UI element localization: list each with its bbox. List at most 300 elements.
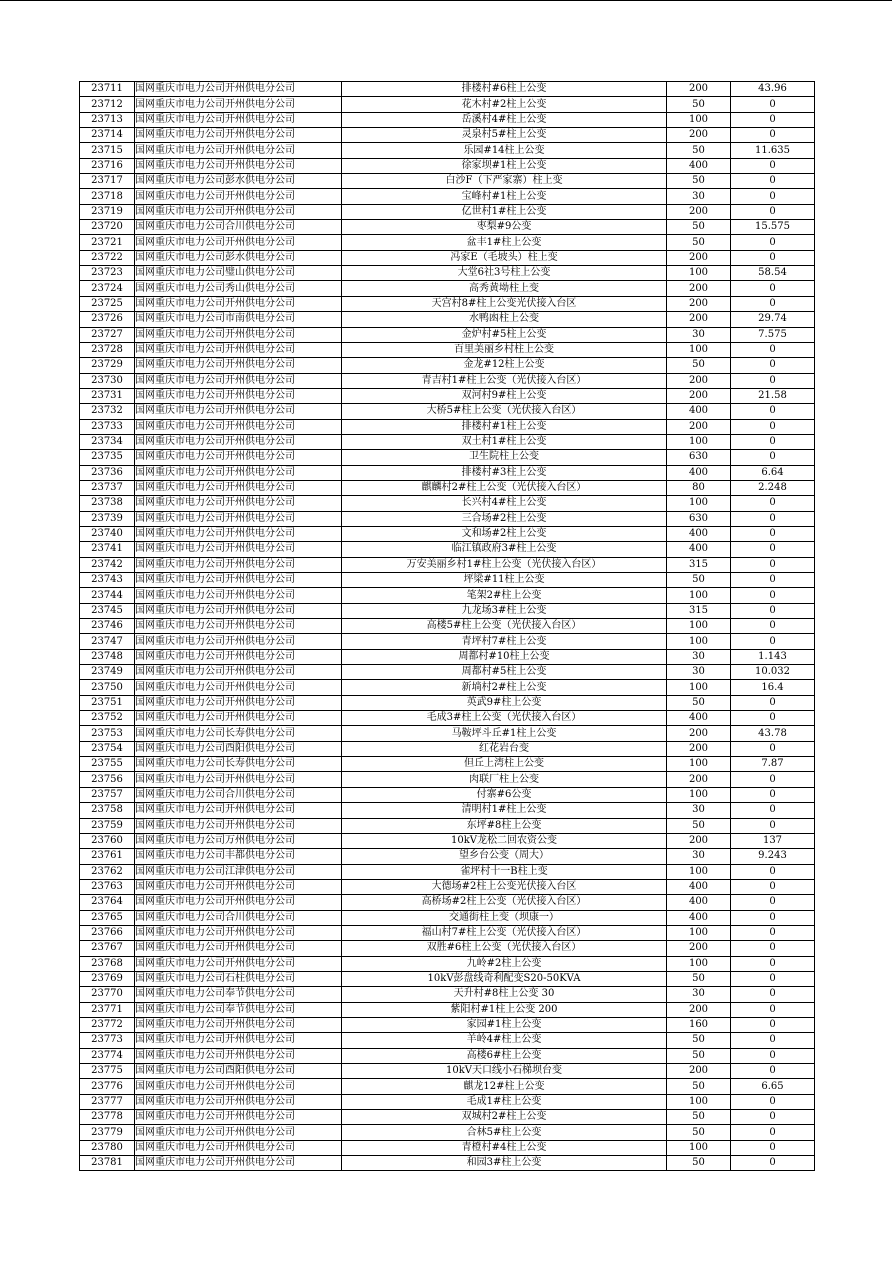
company-cell: 国网重庆市电力公司开州供电分公司 [135,680,342,695]
table-row [80,864,815,879]
value-cell: 58.54 [731,266,815,281]
value-cell: 0 [731,910,815,925]
table-row [80,1156,815,1171]
table-row [80,895,815,910]
row-id-cell: 23764 [80,895,135,910]
transformer-name-cell: 排楼村#3柱上公变 [342,465,667,480]
transformer-name-cell: 高桥场#2柱上公变（光伏接入台区） [342,895,667,910]
row-id-cell: 23768 [80,956,135,971]
capacity-cell: 30 [667,987,731,1002]
transformer-name-cell: 水鸭凼柱上公变 [342,312,667,327]
company-cell: 国网重庆市电力公司开州供电分公司 [135,434,342,449]
table-row [80,143,815,158]
transformer-name-cell: 周都村#10柱上公变 [342,649,667,664]
transformer-name-cell: 毛成3#柱上公变（光伏接入台区） [342,711,667,726]
value-cell: 7.575 [731,327,815,342]
value-cell: 1.143 [731,649,815,664]
table-row [80,910,815,925]
capacity-cell: 80 [667,480,731,495]
row-id-cell: 23724 [80,281,135,296]
capacity-cell: 30 [667,803,731,818]
transformer-name-cell: 和园3#柱上公变 [342,1156,667,1171]
capacity-cell: 30 [667,189,731,204]
row-id-cell: 23738 [80,496,135,511]
transformer-name-cell: 双胜#6柱上公变（光伏接入台区） [342,941,667,956]
transformer-name-cell: 肉联厂柱上公变 [342,772,667,787]
table-row [80,1064,815,1079]
table-row [80,787,815,802]
value-cell: 0 [731,987,815,1002]
row-id-cell: 23719 [80,204,135,219]
row-id-cell: 23763 [80,879,135,894]
company-cell: 国网重庆市电力公司奉节供电分公司 [135,987,342,1002]
table-row [80,174,815,189]
capacity-cell: 100 [667,1094,731,1109]
row-id-cell: 23750 [80,680,135,695]
transformer-name-cell: 东坪#8柱上公变 [342,818,667,833]
table-row [80,296,815,311]
capacity-cell: 100 [667,588,731,603]
company-cell: 国网重庆市电力公司开州供电分公司 [135,511,342,526]
transformer-name-cell: 青橙村#4柱上公变 [342,1140,667,1155]
company-cell: 国网重庆市电力公司开州供电分公司 [135,1079,342,1094]
capacity-cell: 50 [667,818,731,833]
transformer-name-cell: 天升村#8柱上公变 30 [342,987,667,1002]
company-cell: 国网重庆市电力公司开州供电分公司 [135,1110,342,1125]
row-id-cell: 23775 [80,1064,135,1079]
value-cell: 0 [731,971,815,986]
row-id-cell: 23744 [80,588,135,603]
company-cell: 国网重庆市电力公司彭水供电分公司 [135,250,342,265]
row-id-cell: 23721 [80,235,135,250]
transformer-name-cell: 白沙F（下严家寨）柱上变 [342,174,667,189]
value-cell: 0 [731,1017,815,1032]
value-cell: 6.65 [731,1079,815,1094]
company-cell: 国网重庆市电力公司开州供电分公司 [135,1033,342,1048]
value-cell: 43.78 [731,726,815,741]
capacity-cell: 200 [667,772,731,787]
value-cell: 0 [731,619,815,634]
value-cell: 15.575 [731,220,815,235]
company-cell: 国网重庆市电力公司开州供电分公司 [135,480,342,495]
company-cell: 国网重庆市电力公司酉阳供电分公司 [135,741,342,756]
row-id-cell: 23777 [80,1094,135,1109]
table-row [80,82,815,97]
capacity-cell: 100 [667,266,731,281]
table-row [80,526,815,541]
capacity-cell: 100 [667,680,731,695]
row-id-cell: 23776 [80,1079,135,1094]
company-cell: 国网重庆市电力公司开州供电分公司 [135,956,342,971]
transformer-name-cell: 冯家E（毛坡头）柱上变 [342,250,667,265]
table-row [80,695,815,710]
transformer-name-cell: 高楼6#柱上公变 [342,1048,667,1063]
value-cell: 0 [731,1064,815,1079]
table-row [80,281,815,296]
transformer-name-cell: 但丘上湾柱上公变 [342,757,667,772]
company-cell: 国网重庆市电力公司开州供电分公司 [135,695,342,710]
row-id-cell: 23754 [80,741,135,756]
company-cell: 国网重庆市电力公司丰都供电分公司 [135,849,342,864]
table-row [80,235,815,250]
company-cell: 国网重庆市电力公司开州供电分公司 [135,404,342,419]
transformer-name-cell: 英武9#柱上公变 [342,695,667,710]
company-cell: 国网重庆市电力公司开州供电分公司 [135,1140,342,1155]
capacity-cell: 400 [667,158,731,173]
transformer-name-cell: 付寨#6公变 [342,787,667,802]
table-row [80,849,815,864]
capacity-cell: 50 [667,220,731,235]
capacity-cell: 200 [667,1002,731,1017]
transformer-name-cell: 马鞍坪斗丘#1柱上公变 [342,726,667,741]
company-cell: 国网重庆市电力公司开州供电分公司 [135,419,342,434]
capacity-cell: 400 [667,465,731,480]
company-cell: 国网重庆市电力公司开州供电分公司 [135,112,342,127]
company-cell: 国网重庆市电力公司开州供电分公司 [135,158,342,173]
transformer-name-cell: 交通街柱上变（坝康一） [342,910,667,925]
transformer-name-cell: 望乡台公变（周大） [342,849,667,864]
capacity-cell: 50 [667,97,731,112]
value-cell: 0 [731,787,815,802]
transformer-name-cell: 百里美丽乡村柱上公变 [342,342,667,357]
transformer-name-cell: 岳溪村4#柱上公变 [342,112,667,127]
table-row [80,266,815,281]
row-id-cell: 23780 [80,1140,135,1155]
row-id-cell: 23753 [80,726,135,741]
transformer-name-cell: 新埫村2#柱上公变 [342,680,667,695]
transformer-name-cell: 大堂6社3号柱上公变 [342,266,667,281]
value-cell: 0 [731,879,815,894]
value-cell: 0 [731,772,815,787]
row-id-cell: 23716 [80,158,135,173]
value-cell: 29.74 [731,312,815,327]
transformer-name-cell: 清明村1#柱上公变 [342,803,667,818]
value-cell: 0 [731,695,815,710]
transformer-name-cell: 高楼5#柱上公变（光伏接入台区） [342,619,667,634]
value-cell: 0 [731,573,815,588]
capacity-cell: 200 [667,833,731,848]
company-cell: 国网重庆市电力公司开州供电分公司 [135,879,342,894]
row-id-cell: 23766 [80,925,135,940]
capacity-cell: 30 [667,849,731,864]
capacity-cell: 50 [667,1048,731,1063]
row-id-cell: 23733 [80,419,135,434]
company-cell: 国网重庆市电力公司市南供电分公司 [135,312,342,327]
transformer-name-cell: 三合场#2柱上公变 [342,511,667,526]
transformer-name-cell: 毛成1#柱上公变 [342,1094,667,1109]
row-id-cell: 23712 [80,97,135,112]
transformer-name-cell: 排楼村#1柱上公变 [342,419,667,434]
table-row [80,772,815,787]
table-row [80,726,815,741]
company-cell: 国网重庆市电力公司开州供电分公司 [135,573,342,588]
transformer-name-cell: 万安美丽乡村1#柱上公变（光伏接入台区） [342,557,667,572]
transformer-name-cell: 笔架2#柱上公变 [342,588,667,603]
row-id-cell: 23715 [80,143,135,158]
capacity-cell: 50 [667,1156,731,1171]
row-id-cell: 23769 [80,971,135,986]
transformer-name-cell: 金龙#12柱上公变 [342,358,667,373]
company-cell: 国网重庆市电力公司开州供电分公司 [135,772,342,787]
transformer-name-cell: 麒龙12#柱上公变 [342,1079,667,1094]
company-cell: 国网重庆市电力公司开州供电分公司 [135,358,342,373]
table-row [80,833,815,848]
table-row [80,1033,815,1048]
transformer-name-cell: 家园#1柱上公变 [342,1017,667,1032]
row-id-cell: 23736 [80,465,135,480]
transformer-name-cell: 青坪村7#柱上公变 [342,634,667,649]
row-id-cell: 23743 [80,573,135,588]
transformer-name-cell: 10kV龙松二回农资公变 [342,833,667,848]
company-cell: 国网重庆市电力公司开州供电分公司 [135,465,342,480]
table-row [80,465,815,480]
row-id-cell: 23725 [80,296,135,311]
capacity-cell: 30 [667,649,731,664]
row-id-cell: 23771 [80,1002,135,1017]
company-cell: 国网重庆市电力公司开州供电分公司 [135,588,342,603]
table-row [80,158,815,173]
capacity-cell: 400 [667,526,731,541]
transformer-name-cell: 雀坪村十一B柱上变 [342,864,667,879]
table-row [80,373,815,388]
transformer-name-cell: 枣梨#9公变 [342,220,667,235]
table-row [80,941,815,956]
value-cell: 0 [731,895,815,910]
capacity-cell: 200 [667,82,731,97]
company-cell: 国网重庆市电力公司开州供电分公司 [135,895,342,910]
table-row [80,603,815,618]
table-row [80,312,815,327]
table-row [80,680,815,695]
row-id-cell: 23720 [80,220,135,235]
transformer-name-cell: 高秀黄坳柱上变 [342,281,667,296]
capacity-cell: 50 [667,971,731,986]
transformer-name-cell: 青吉村1#柱上公变（光伏接入台区） [342,373,667,388]
value-cell: 0 [731,1048,815,1063]
transformer-name-cell: 花木村#2柱上公变 [342,97,667,112]
row-id-cell: 23781 [80,1156,135,1171]
row-id-cell: 23726 [80,312,135,327]
table-row [80,496,815,511]
row-id-cell: 23772 [80,1017,135,1032]
value-cell: 2.248 [731,480,815,495]
company-cell: 国网重庆市电力公司开州供电分公司 [135,373,342,388]
value-cell: 0 [731,1125,815,1140]
value-cell: 0 [731,603,815,618]
value-cell: 0 [731,250,815,265]
capacity-cell: 50 [667,1079,731,1094]
value-cell: 21.58 [731,388,815,403]
value-cell: 0 [731,941,815,956]
company-cell: 国网重庆市电力公司开州供电分公司 [135,1156,342,1171]
capacity-cell: 50 [667,174,731,189]
table-row [80,419,815,434]
value-cell: 0 [731,526,815,541]
table-row [80,388,815,403]
row-id-cell: 23751 [80,695,135,710]
company-cell: 国网重庆市电力公司开州供电分公司 [135,496,342,511]
capacity-cell: 400 [667,711,731,726]
value-cell: 0 [731,358,815,373]
transformer-name-cell: 宝峰村#1柱上公变 [342,189,667,204]
value-cell: 0 [731,542,815,557]
table-row [80,480,815,495]
row-id-cell: 23731 [80,388,135,403]
row-id-cell: 23727 [80,327,135,342]
value-cell: 11.635 [731,143,815,158]
row-id-cell: 23767 [80,941,135,956]
table-row [80,128,815,143]
capacity-cell: 200 [667,741,731,756]
capacity-cell: 200 [667,296,731,311]
value-cell: 0 [731,204,815,219]
row-id-cell: 23741 [80,542,135,557]
row-id-cell: 23740 [80,526,135,541]
capacity-cell: 30 [667,665,731,680]
table-row [80,358,815,373]
table-row [80,573,815,588]
row-id-cell: 23752 [80,711,135,726]
value-cell: 0 [731,97,815,112]
company-cell: 国网重庆市电力公司长寿供电分公司 [135,726,342,741]
table-row [80,879,815,894]
company-cell: 国网重庆市电力公司秀山供电分公司 [135,281,342,296]
row-id-cell: 23717 [80,174,135,189]
row-id-cell: 23757 [80,787,135,802]
value-cell: 0 [731,1002,815,1017]
company-cell: 国网重庆市电力公司开州供电分公司 [135,388,342,403]
table-row [80,189,815,204]
value-cell: 0 [731,1156,815,1171]
table-row [80,557,815,572]
capacity-cell: 100 [667,757,731,772]
capacity-cell: 630 [667,511,731,526]
company-cell: 国网重庆市电力公司开州供电分公司 [135,1094,342,1109]
capacity-cell: 100 [667,634,731,649]
company-cell: 国网重庆市电力公司开州供电分公司 [135,542,342,557]
transformer-name-cell: 10kV天口线小石梯坝台变 [342,1064,667,1079]
transformer-name-cell: 临江镇政府3#柱上公变 [342,542,667,557]
value-cell: 6.64 [731,465,815,480]
value-cell: 0 [731,434,815,449]
transformer-name-cell: 福山村7#柱上公变（光伏接入台区） [342,925,667,940]
capacity-cell: 50 [667,358,731,373]
transformer-name-cell: 长兴村4#柱上公变 [342,496,667,511]
table-row [80,327,815,342]
capacity-cell: 50 [667,573,731,588]
value-cell: 0 [731,235,815,250]
capacity-cell: 200 [667,419,731,434]
value-cell: 0 [731,1140,815,1155]
value-cell: 0 [731,1110,815,1125]
row-id-cell: 23756 [80,772,135,787]
table-row [80,1110,815,1125]
transformer-name-cell: 双城村2#柱上公变 [342,1110,667,1125]
value-cell: 0 [731,174,815,189]
row-id-cell: 23759 [80,818,135,833]
row-id-cell: 23747 [80,634,135,649]
row-id-cell: 23746 [80,619,135,634]
value-cell: 0 [731,557,815,572]
table-row [80,1002,815,1017]
row-id-cell: 23774 [80,1048,135,1063]
transformer-name-cell: 卫生院柱上公变 [342,450,667,465]
company-cell: 国网重庆市电力公司酉阳供电分公司 [135,1064,342,1079]
capacity-cell: 100 [667,342,731,357]
row-id-cell: 23779 [80,1125,135,1140]
row-id-cell: 23711 [80,82,135,97]
company-cell: 国网重庆市电力公司开州供电分公司 [135,1017,342,1032]
value-cell: 0 [731,864,815,879]
page-top-rule [0,0,892,1]
transformer-name-cell: 羊岭4#柱上公变 [342,1033,667,1048]
company-cell: 国网重庆市电力公司开州供电分公司 [135,296,342,311]
value-cell: 0 [731,925,815,940]
table-row [80,450,815,465]
table-row [80,818,815,833]
value-cell: 0 [731,450,815,465]
capacity-cell: 50 [667,1033,731,1048]
row-id-cell: 23758 [80,803,135,818]
row-id-cell: 23765 [80,910,135,925]
capacity-cell: 400 [667,542,731,557]
company-cell: 国网重庆市电力公司开州供电分公司 [135,128,342,143]
company-cell: 国网重庆市电力公司开州供电分公司 [135,634,342,649]
value-cell: 0 [731,588,815,603]
capacity-cell: 160 [667,1017,731,1032]
table-row [80,542,815,557]
row-id-cell: 23713 [80,112,135,127]
company-cell: 国网重庆市电力公司开州供电分公司 [135,327,342,342]
company-cell: 国网重庆市电力公司开州供电分公司 [135,342,342,357]
table-body [80,82,815,1171]
capacity-cell: 100 [667,496,731,511]
capacity-cell: 400 [667,910,731,925]
value-cell: 0 [731,342,815,357]
capacity-cell: 200 [667,1064,731,1079]
capacity-cell: 100 [667,1140,731,1155]
row-id-cell: 23735 [80,450,135,465]
capacity-cell: 315 [667,603,731,618]
table-row [80,711,815,726]
capacity-cell: 200 [667,373,731,388]
table-row [80,342,815,357]
company-cell: 国网重庆市电力公司开州供电分公司 [135,925,342,940]
company-cell: 国网重庆市电力公司开州供电分公司 [135,235,342,250]
row-id-cell: 23718 [80,189,135,204]
transformer-name-cell: 麒麟村2#柱上公变（光伏接入台区） [342,480,667,495]
table-row [80,987,815,1002]
capacity-cell: 30 [667,327,731,342]
value-cell: 0 [731,1033,815,1048]
row-id-cell: 23737 [80,480,135,495]
capacity-cell: 315 [667,557,731,572]
table-row [80,925,815,940]
value-cell: 0 [731,711,815,726]
value-cell: 0 [731,956,815,971]
table-row [80,250,815,265]
value-cell: 0 [731,741,815,756]
transformer-name-cell: 紫阳村#1柱上公变 200 [342,1002,667,1017]
value-cell: 0 [731,511,815,526]
transformer-name-cell: 盆丰1#柱上公变 [342,235,667,250]
table-row [80,1048,815,1063]
capacity-cell: 400 [667,879,731,894]
capacity-cell: 200 [667,281,731,296]
table-row [80,204,815,219]
capacity-cell: 100 [667,787,731,802]
row-id-cell: 23761 [80,849,135,864]
